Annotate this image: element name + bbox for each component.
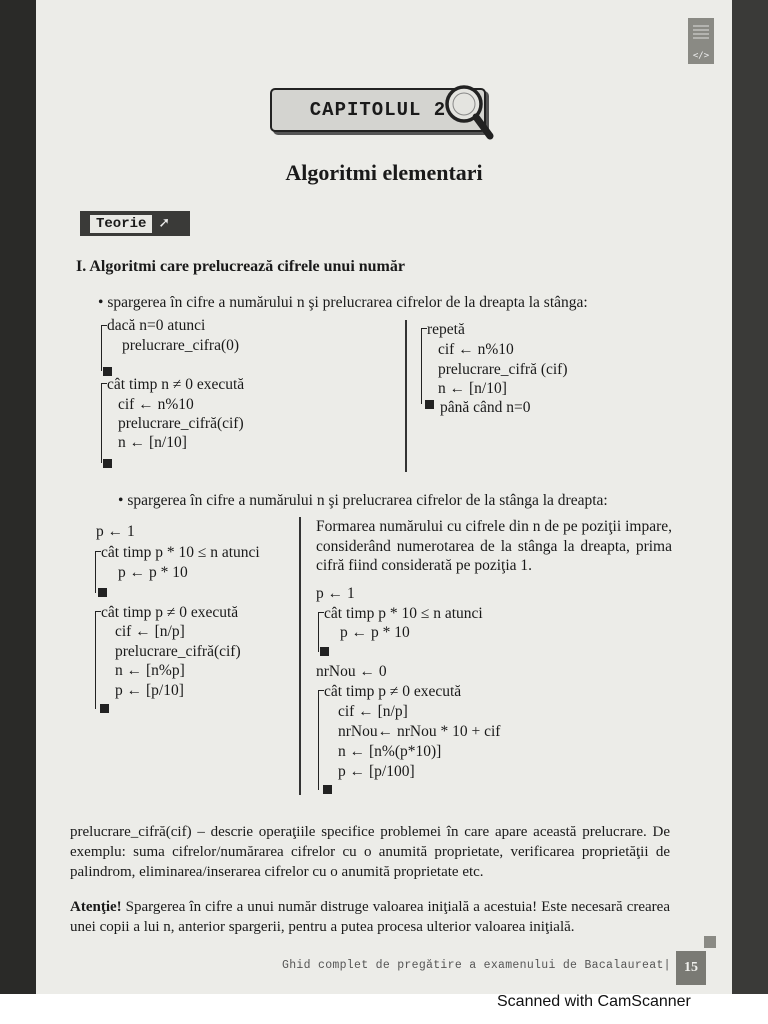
theory-tag: [80, 211, 190, 236]
chapter-title: Algoritmi elementari: [285, 160, 483, 185]
while-bracket: [318, 690, 324, 790]
bullet-text: spargerea în cifre a numărului n şi prelucrarea cifrelor de la dreapta la stânga:: [107, 294, 588, 311]
end-marker: [320, 647, 329, 656]
section-title: I. Algoritmi care prelucrează cifrele unui număr: [76, 258, 405, 275]
attention-text: Spargerea în cifre a unui număr distruge valoarea iniţială a acestuia! Este necesară crearea unei copii a lui n, anterior spargerii, pentru a putea procesa ulterior valoarea iniţială.: [70, 899, 670, 935]
bullet-item: • spargerea în cifre a numărului n şi prelucrarea cifrelor de la dreapta la stânga:: [98, 294, 588, 311]
end-marker: [103, 459, 112, 468]
while-line: cât timp p * 10 ≤ n atunci: [324, 605, 483, 622]
cursor-icon: ➚: [158, 216, 171, 231]
code-line: p ← p * 10: [118, 564, 188, 581]
explanation-paragraph: prelucrare_cifră(cif) – descrie operaţiile specifice problemei în care apare această prelucrare. De exemplu: suma cifrelor/numărarea cifrelor cu o anumită proprietate, verificarea proprietăţii de palindrom, eliminarea/inserarea cifrelor cu o anumită proprietate etc.: [70, 824, 670, 880]
attention-label: Atenţie!: [70, 899, 122, 915]
theory-tag-label: Teorie: [90, 215, 152, 233]
while-line: cât timp p ≠ 0 execută: [101, 604, 239, 621]
column-divider: [405, 320, 407, 472]
scan-edge-left: [0, 0, 36, 994]
while-line: cât timp p ≠ 0 execută: [324, 683, 462, 700]
scan-edge-right: [732, 0, 768, 994]
block-description: Formarea numărului cu cifrele din n de pe poziţii impare, considerând numerotarea de la stânga la dreapta, prima cifră fiind considerată pe poziţia 1.: [316, 518, 672, 574]
code-line: p ← p * 10: [340, 624, 410, 641]
attention-paragraph: [70, 897, 670, 937]
end-marker: [98, 588, 107, 597]
magnifier-icon: [440, 80, 498, 146]
footer-text: Ghid complet de pregătire a examenului de Bacalaureat|: [282, 959, 671, 972]
scanner-watermark: Scanned with CamScanner: [497, 993, 691, 1010]
page-number: 15: [676, 951, 706, 985]
init-line: p ← 1: [316, 585, 355, 602]
code-line: prelucrare_cifră(cif): [118, 415, 244, 432]
code-line: prelucrare_cifră (cif): [438, 361, 568, 378]
code-line: cif ← n%10: [118, 396, 194, 413]
if-body: prelucrare_cifra(0): [122, 337, 240, 354]
bullet-text: spargerea în cifre a numărului n şi prelucrarea cifrelor de la stânga la dreapta:: [127, 492, 608, 509]
init-line: nrNou ← 0: [316, 663, 387, 680]
end-marker: [100, 704, 109, 713]
code-line: n ← [n/10]: [118, 434, 187, 451]
code-line: cif ← [n/p]: [115, 623, 185, 640]
code-line: nrNou← nrNou * 10 + cif: [338, 723, 501, 740]
code-line: n ← [n%p]: [115, 662, 185, 679]
page-corner-square: [704, 936, 716, 948]
code-line: cif ← [n/p]: [338, 703, 408, 720]
while-bracket: [95, 611, 101, 709]
code-line: prelucrare_cifră(cif): [115, 643, 241, 660]
while-line: cât timp n ≠ 0 execută: [107, 376, 245, 393]
code-line: n ← [n/10]: [438, 380, 507, 397]
while-bracket: [101, 383, 107, 463]
bullet-item: • spargerea în cifre a numărului n şi prelucrarea cifrelor de la stânga la dreapta:: [118, 492, 608, 509]
chapter-label: CAPITOLUL 2: [270, 88, 486, 132]
code-line: n ← [n%(p*10)]: [338, 743, 442, 760]
code-line: p ← [p/10]: [115, 682, 184, 699]
code-line: cif ← n%10: [438, 341, 514, 358]
code-tag-icon: [688, 18, 714, 64]
column-divider: [299, 517, 301, 795]
repeat-line: repetă: [427, 321, 465, 338]
init-line: p ← 1: [96, 523, 135, 540]
code-line: p ← [p/100]: [338, 763, 415, 780]
until-line: până când n=0: [440, 399, 531, 416]
end-marker: [425, 400, 434, 409]
svg-text:</>: </>: [692, 51, 710, 61]
while-line: cât timp p * 10 ≤ n atunci: [101, 544, 260, 561]
end-marker: [323, 785, 332, 794]
if-line: dacă n=0 atunci: [107, 317, 206, 334]
